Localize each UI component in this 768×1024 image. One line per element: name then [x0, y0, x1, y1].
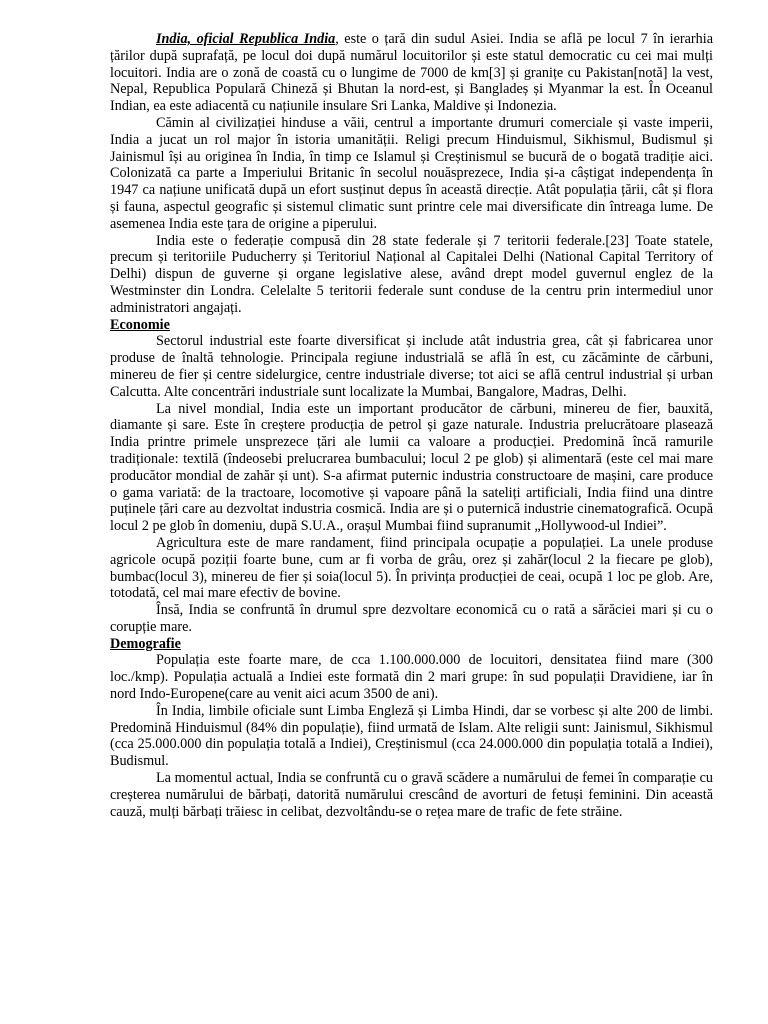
economie-paragraph-4: Însă, India se confruntă în drumul spre dezvoltare economică cu o rată a sărăciei mari și cu o corupție mare. [110, 602, 713, 635]
intro-paragraph-1-text: , este o țară din sudul Asiei. India se află pe locul 7 în ierarhia țărilor după suprafață, pe locul doi după numărul locuitorilor și este statul democratic cu cei mai mulți locuitori. India are o zonă de coastă cu o lungime de 7000 de km[3] și granițe cu Pakistan[notă] la vest, Nepal, Republica Populară Chineză și Bhutan la nord-est, și Bangladeș și Myanmar la est. În Oceanul Indian, ea este adiacentă cu națiunile insulare Sri Lanka, Maldive și Indonezia. [110, 31, 713, 115]
demografie-paragraph-1: Populația este foarte mare, de cca 1.100.000.000 de locuitori, densitatea fiind mare (300 loc./kmp). Populația actuală a Indiei este formată din 2 mari grupe: în sud populații Dravidiene, iar în nord Indo-Europene(care au venit aici acum 3500 de ani). [110, 652, 713, 703]
document-page [110, 31, 713, 820]
section-heading-economie: Economie [110, 316, 170, 333]
section-heading-demografie: Demografie [110, 635, 181, 652]
economie-paragraph-1: Sectorul industrial este foarte diversificat și include atât industria grea, cât și fabricarea unor produse de înaltă tehnologie. Principala regiune industrială se află în est, cu zăcăminte de cărbuni, minereu de fier și centre sidelurgice, centre industriale diverse; tot aici se află centrul industrial și urban Calcutta. Alte concentrări industriale sunt localizate la Mumbai, Bangalore, Madras, Delhi. [110, 333, 713, 400]
intro-paragraph-3: India este o federație compusă din 28 state federale și 7 teritorii federale.[23] Toate statele, precum și teritoriile Puducherry și Teritoriul Național al Capitalei Delhi (National Capital Territory of Delhi) dispun de guverne și organe legislative alese, având drept model guvernul englez de la Westminster din Londra. Celelalte 5 teritorii federale sunt conduse de la centru prin intermediul unor administratori angajați. [110, 232, 713, 316]
intro-paragraph-1 [110, 31, 713, 115]
demografie-paragraph-2: În India, limbile oficiale sunt Limba Engleză și Limba Hindi, dar se vorbesc și alte 200 de limbi. Predomină Hinduismul (84% din populație), fiind urmată de Islam. Alte religii sunt: Jainismul, Sikhismul (cca 25.000.000 din populația totală a Indiei), Creștinismul (cca 24.000.000 din populația totală a Indiei), Budismul. [110, 702, 713, 770]
lead-title: India, oficial Republica India [156, 31, 336, 47]
intro-paragraph-2: Cămin al civilizației hinduse a văii, centrul a importante drumuri comerciale și vaste imperii, India a jucat un rol major în istoria umanității. Religi precum Hinduismul, Sikhismul, Budismul și Jainismul își au originea în India, în timp ce Islamul și Creștinismul se bucură de o bogată tradiție aici. Colonizată ca parte a Imperiului Britanic în secolul nouăsprezece, India și-a câștigat independența în 1947 ca națiune unificată după un efort susținut depus în această direcție. Atât populația țării, cât și flora și fauna, aspectul geografic și sistemul climatic sunt printre cele mai diversificate din întreaga lume. De asemenea India este țara de origine a piperului. [110, 114, 713, 232]
economie-paragraph-2: La nivel mondial, India este un important producător de cărbuni, minereu de fier, bauxită, diamante și sare. Este în creștere producția de petrol și gaze naturale. Industria prelucrătoare plasează India printre primele unsprezece țări ale lumii ca valoare a producției. Predomină încă ramurile tradiționale: textilă (îndeosebi prelucrarea bumbacului; locul 2 pe glob) și alimentară (este cel mai mare producător mondial de zahăr și unt). S-a afirmat puternic industria constructoare de mașini, care produce o gama variată: de la tractoare, locomotive și vapoare până la sateliți artificiali, India fiind una dintre puținele țări care au dezvoltat industria cosmică. India are și o puternică industrie cinematografică. Ocupă locul 2 pe glob în domeniu, după S.U.A., orașul Mumbai fiind supranumit „Hollywood-ul Indiei”. [110, 400, 713, 535]
demografie-paragraph-3: La momentul actual, India se confruntă cu o gravă scădere a numărului de femei în comparație cu creșterea numărului de bărbați, datorită numărului crescând de avorturi de fetuși feminini. Din această cauză, mulți bărbați trăiesc in celibat, dezvoltându-se o rețea mare de trafic de fete străine. [110, 770, 713, 820]
economie-paragraph-3: Agricultura este de mare randament, fiind principala ocupație a populației. La unele produse agricole ocupă poziții foarte bune, cum ar fi vorba de grâu, orez și zahăr(locul 2 la fiecare pe glob), bumbac(locul 3), minereu de fier și soia(locul 5). În privința producției de ceai, ocupă 1 loc pe glob. Are, totodată, cel mai mare efectiv de bovine. [110, 534, 713, 602]
